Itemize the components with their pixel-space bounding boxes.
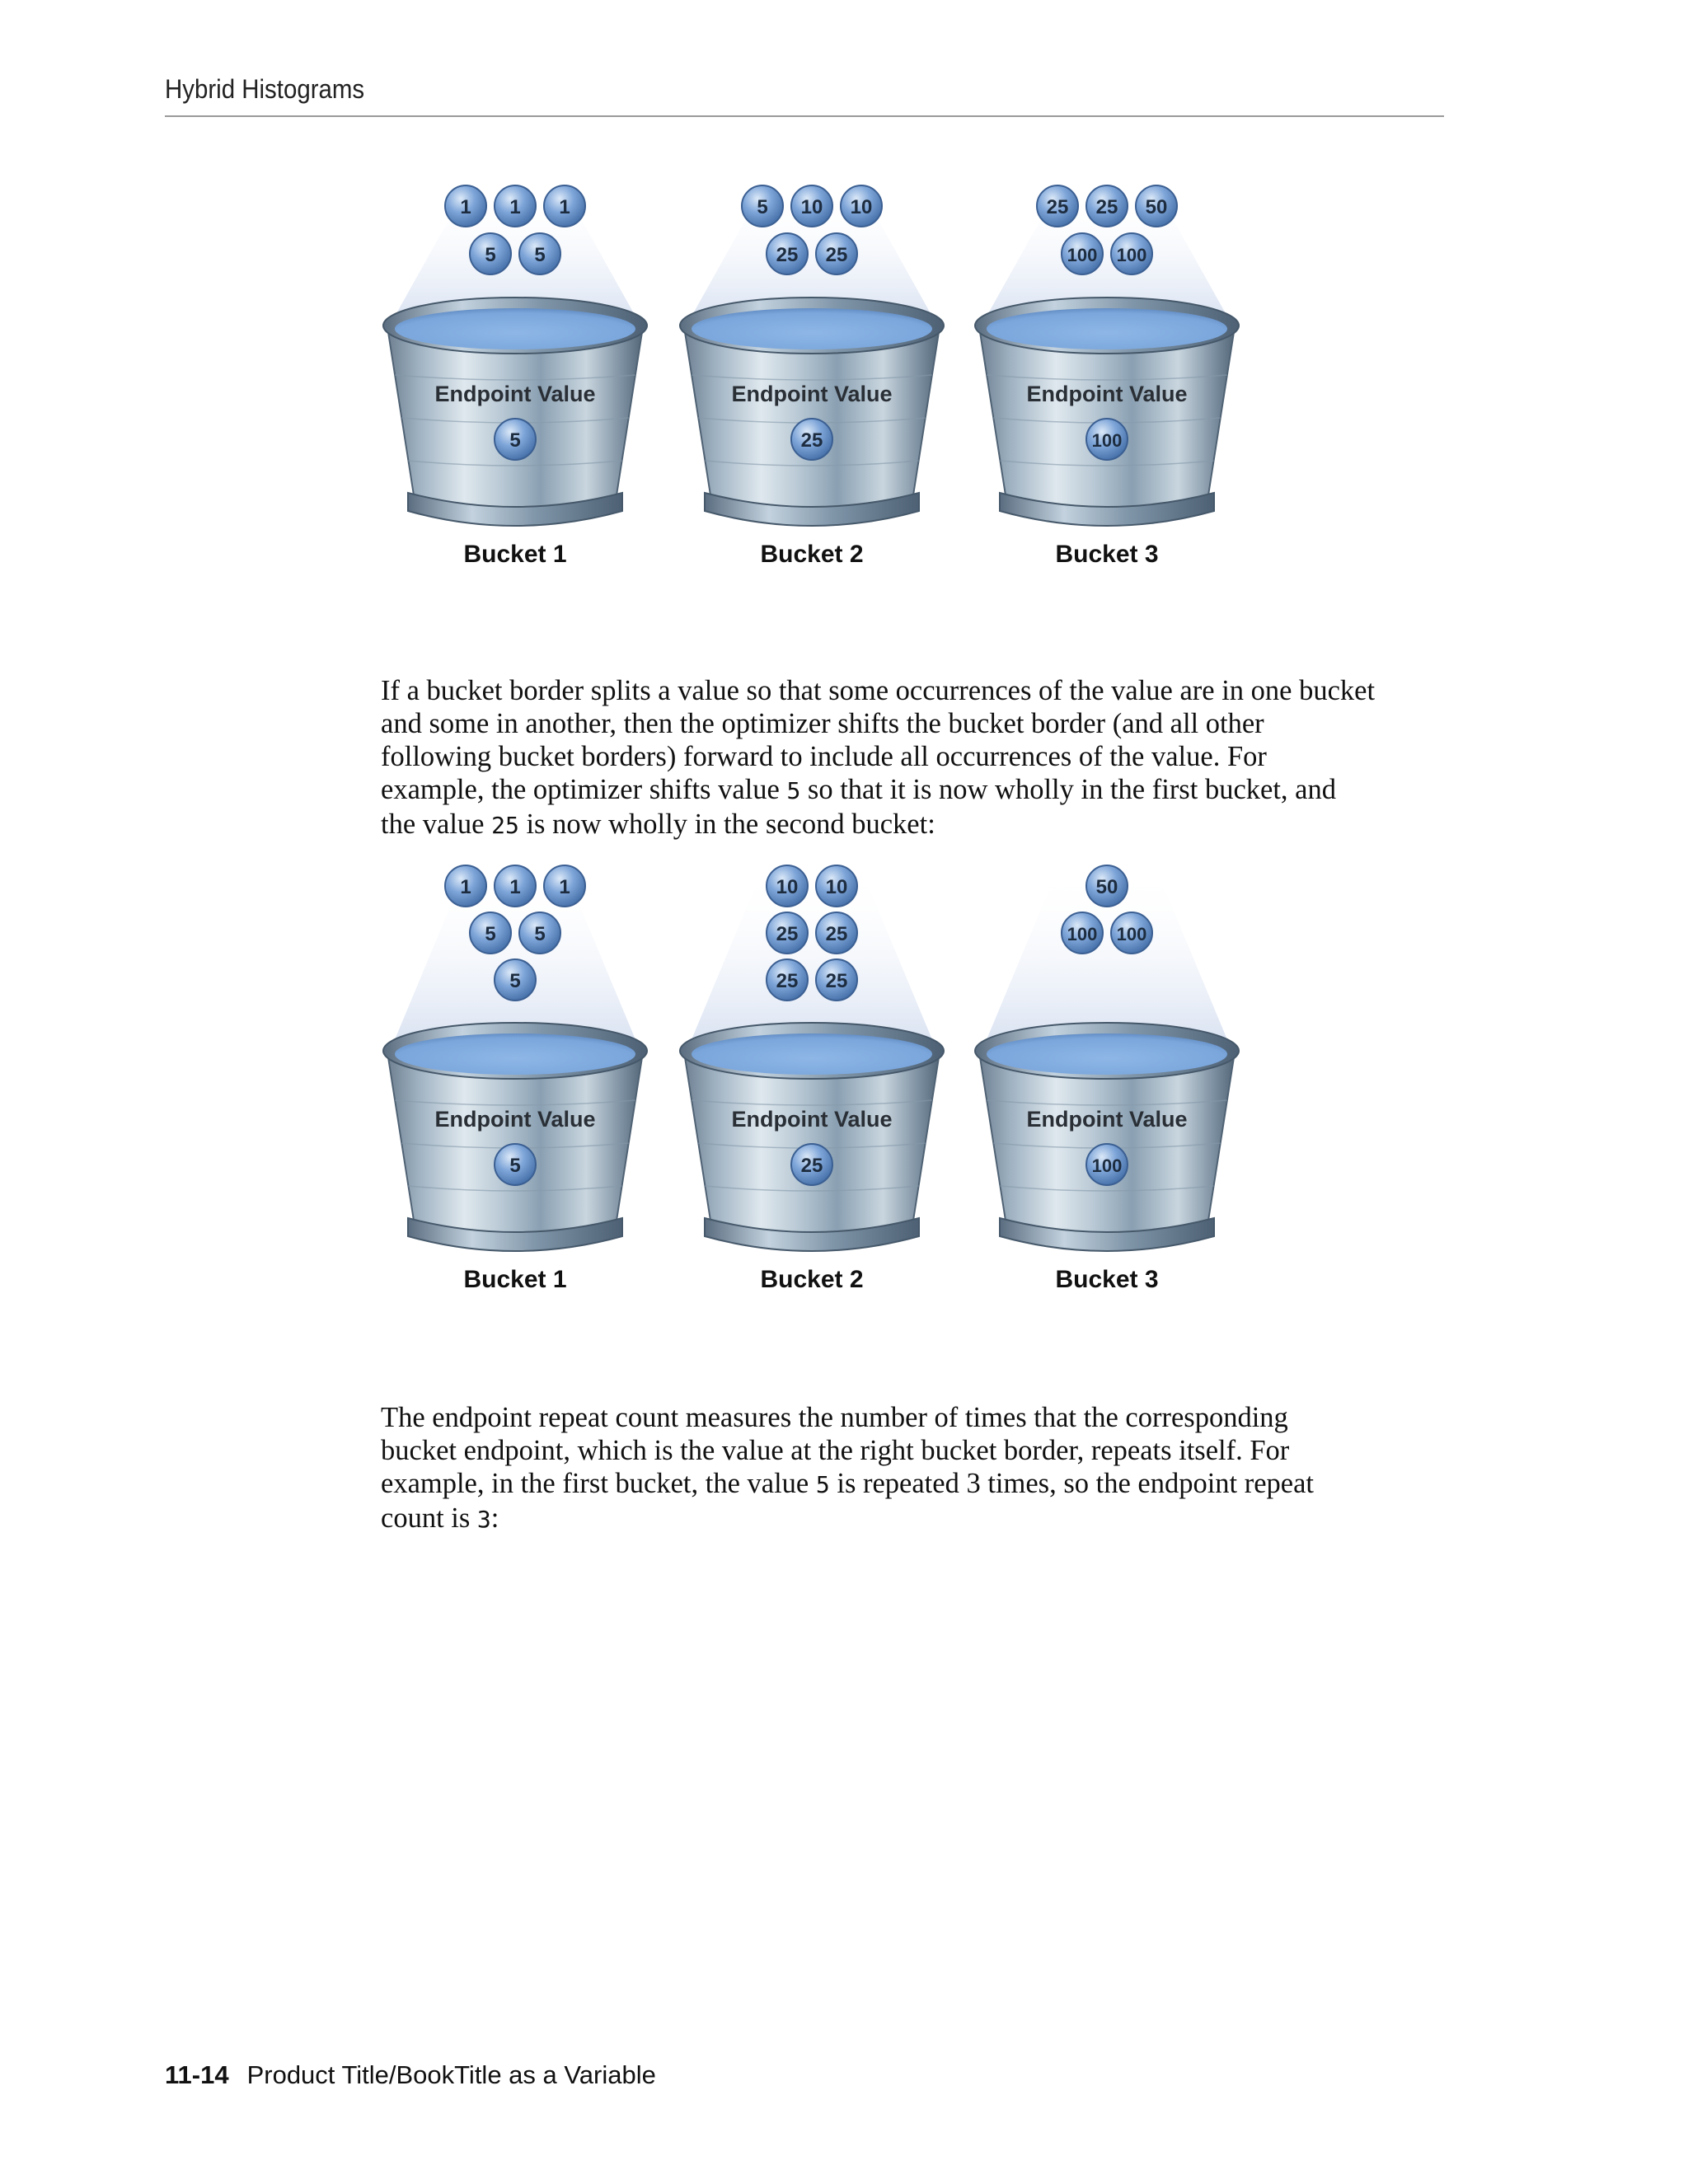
code-value: 5: [815, 1471, 830, 1498]
paragraph-line: bucket endpoint, which is the value at the right bucket border, repeats itself. For: [381, 1435, 1290, 1466]
header-rule: [165, 115, 1444, 117]
text-run: example, in the first bucket, the value: [381, 1468, 816, 1499]
endpoint-value-ball: [791, 419, 832, 460]
paragraph-line: [381, 808, 1452, 842]
value-ball: [1111, 912, 1152, 954]
ball-value: 25: [800, 1155, 823, 1177]
ball-value: 25: [776, 923, 799, 945]
endpoint-label: Endpoint Value: [434, 1107, 596, 1132]
ball-value: 5: [509, 429, 521, 452]
code-value: 25: [491, 812, 519, 839]
paragraph-endpoint-repeat-count: [381, 1401, 1452, 1536]
bucket-3: [975, 185, 1239, 568]
value-ball: [1086, 865, 1128, 907]
ball-value: 1: [509, 196, 521, 218]
value-ball: [1062, 912, 1103, 954]
endpoint-value-ball: [495, 1144, 536, 1185]
code-value: 5: [786, 777, 801, 804]
book-title: Product Title/BookTitle as a Variable: [246, 2060, 656, 2089]
ball-value: 25: [825, 923, 848, 945]
text-run: is repeated 3 times, so the endpoint repeat: [829, 1468, 1315, 1499]
text-run: example, the optimizer shifts value: [381, 774, 787, 805]
ball-value: 100: [1116, 245, 1147, 265]
bucket-diagram-1: [0, 165, 1688, 651]
endpoint-label: Endpoint Value: [1026, 1107, 1188, 1132]
ball-value: 100: [1091, 430, 1123, 451]
bucket-2: [680, 185, 944, 568]
bucket-water: [395, 308, 635, 349]
ball-value: 100: [1067, 924, 1098, 944]
endpoint-label: Endpoint Value: [1026, 382, 1188, 406]
ball-value: 50: [1145, 196, 1168, 218]
ball-value: 25: [800, 429, 823, 452]
light-cone: [688, 869, 935, 1047]
text-run: the value: [381, 808, 492, 840]
histogram-figure-1: [0, 165, 1688, 651]
running-head: Hybrid Histograms: [165, 74, 365, 104]
value-ball: [519, 912, 560, 954]
bucket-label: Bucket 2: [760, 1266, 864, 1293]
paragraph-line: [381, 1502, 1452, 1536]
histogram-figure-2: [0, 849, 1688, 1385]
ball-value: 1: [509, 876, 521, 898]
value-ball: [544, 185, 585, 227]
bucket-label: Bucket 1: [463, 1266, 567, 1293]
ball-value: 25: [1046, 196, 1069, 218]
value-ball: [470, 912, 511, 954]
bucket-label: Bucket 1: [463, 541, 567, 568]
bucket-water: [692, 308, 932, 349]
bucket-water: [987, 308, 1227, 349]
value-ball: [767, 959, 808, 1001]
ball-value: 100: [1067, 245, 1098, 265]
value-ball: [767, 865, 808, 907]
value-ball: [495, 865, 536, 907]
ball-value: 5: [509, 970, 521, 992]
ball-value: 25: [1095, 196, 1118, 218]
ball-value: 25: [776, 970, 799, 992]
bucket-diagram-2: [0, 849, 1688, 1385]
value-ball: [816, 233, 857, 274]
ball-value: 5: [757, 196, 768, 218]
endpoint-label: Endpoint Value: [731, 1107, 893, 1132]
text-run: so that it is now wholly in the first bucket, and: [800, 774, 1336, 805]
value-ball: [519, 233, 560, 274]
paragraph-line: and some in another, then the optimizer shifts the bucket border (and all other: [381, 708, 1264, 739]
endpoint-value-ball: [495, 419, 536, 460]
value-ball: [495, 185, 536, 227]
bucket-1: [383, 185, 647, 568]
ball-value: 5: [509, 1155, 521, 1177]
value-ball: [1111, 233, 1152, 274]
ball-value: 5: [485, 923, 496, 945]
bucket-label: Bucket 2: [760, 541, 864, 568]
endpoint-value-ball: [791, 1144, 832, 1185]
value-ball: [767, 233, 808, 274]
bucket-water: [395, 1033, 635, 1075]
ball-value: 1: [559, 876, 570, 898]
ball-value: 10: [825, 876, 848, 898]
value-ball: [816, 912, 857, 954]
paragraph-line: If a bucket border splits a value so that some occurrences of the value are in one bucket: [381, 675, 1376, 706]
page-footer: [165, 2060, 656, 2090]
ball-value: 1: [460, 876, 471, 898]
bucket-label: Bucket 3: [1055, 541, 1159, 568]
ball-value: 50: [1095, 876, 1118, 898]
ball-value: 25: [825, 244, 848, 266]
ball-value: 25: [825, 970, 848, 992]
paragraph-line: following bucket borders) forward to include all occurrences of the value. For: [381, 741, 1267, 772]
ball-value: 25: [776, 244, 799, 266]
bucket-label: Bucket 3: [1055, 1266, 1159, 1293]
ball-value: 10: [776, 876, 799, 898]
endpoint-label: Endpoint Value: [434, 382, 596, 406]
value-ball: [767, 912, 808, 954]
ball-value: 5: [534, 244, 546, 266]
text-run: count is: [381, 1502, 477, 1534]
ball-value: 1: [559, 196, 570, 218]
bucket-1: [383, 865, 647, 1293]
paragraph-line: The endpoint repeat count measures the number of times that the corresponding: [381, 1402, 1288, 1433]
code-value: 3: [476, 1506, 491, 1533]
endpoint-value-ball: [1086, 419, 1128, 460]
ball-value: 100: [1116, 924, 1147, 944]
value-ball: [841, 185, 882, 227]
bucket-water: [987, 1033, 1227, 1075]
ball-value: 100: [1091, 1155, 1123, 1176]
ball-value: 1: [460, 196, 471, 218]
value-ball: [544, 865, 585, 907]
value-ball: [1037, 185, 1078, 227]
bucket-water: [692, 1033, 932, 1075]
value-ball: [495, 959, 536, 1001]
endpoint-label: Endpoint Value: [731, 382, 893, 406]
value-ball: [1136, 185, 1177, 227]
value-ball: [445, 185, 486, 227]
value-ball: [791, 185, 832, 227]
value-ball: [816, 865, 857, 907]
ball-value: 5: [485, 244, 496, 266]
ball-value: 10: [800, 196, 823, 218]
page-number: 11-14: [165, 2060, 229, 2089]
bucket-3: [975, 865, 1239, 1293]
ball-value: 10: [850, 196, 873, 218]
paragraph-bucket-border-shift: [381, 674, 1452, 842]
ball-value: 5: [534, 923, 546, 945]
paragraph-line: [381, 773, 1452, 808]
endpoint-value-ball: [1086, 1144, 1128, 1185]
value-ball: [445, 865, 486, 907]
value-ball: [470, 233, 511, 274]
value-ball: [1086, 185, 1128, 227]
paragraph-line: [381, 1467, 1452, 1502]
value-ball: [816, 959, 857, 1001]
text-run: is now wholly in the second bucket:: [518, 808, 935, 840]
value-ball: [1062, 233, 1103, 274]
text-run: :: [490, 1502, 499, 1534]
bucket-2: [680, 865, 944, 1293]
value-ball: [742, 185, 783, 227]
